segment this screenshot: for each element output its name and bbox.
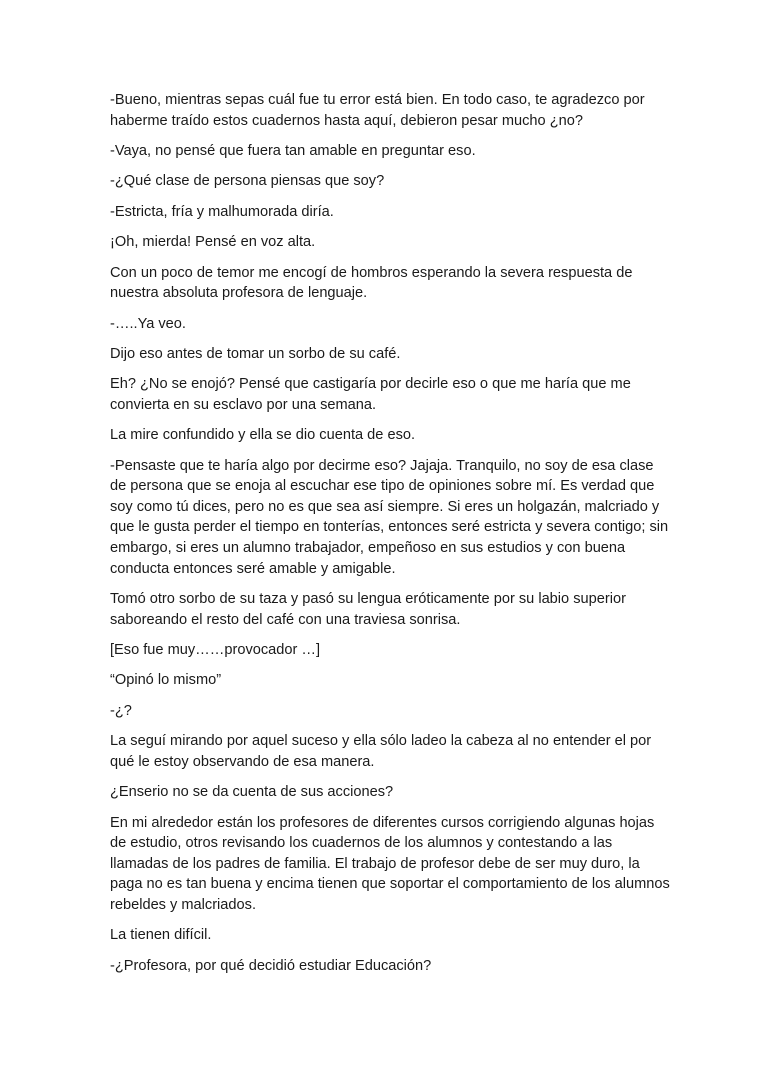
paragraph: ¿Enserio no se da cuenta de sus acciones? bbox=[110, 784, 394, 801]
paragraph: ¡Oh, mierda! Pensé en voz alta. bbox=[110, 234, 316, 251]
paragraph: -¿Qué clase de persona piensas que soy? bbox=[110, 173, 385, 190]
paragraph: En mi alrededor están los profesores de diferentes cursos corrigiendo algunas hojas de estudio, otros revisando los cuadernos de los alumnos y contestando a las llamadas de los padres de familia. El trabajo de profesor debe de ser muy duro, la paga no es tan buena y encima tienen que soportar el comportamiento de los alumnos rebeldes y malcriados. bbox=[110, 814, 670, 913]
paragraph: Dijo eso antes de tomar un sorbo de su café. bbox=[110, 345, 401, 362]
paragraph: [Eso fue muy……provocador …] bbox=[110, 642, 321, 659]
paragraph: Tomó otro sorbo de su taza y pasó su lengua eróticamente por su labio superior saboreando el resto del café con una traviesa sonrisa. bbox=[110, 591, 626, 628]
document-body bbox=[110, 90, 670, 986]
paragraph: -Estricta, fría y malhumorada diría. bbox=[110, 203, 334, 220]
paragraph: La tienen difícil. bbox=[110, 927, 212, 944]
paragraph: La mire confundido y ella se dio cuenta de eso. bbox=[110, 427, 416, 444]
paragraph: -Bueno, mientras sepas cuál fue tu error está bien. En todo caso, te agradezco por haberme traído estos cuadernos hasta aquí, debieron pesar mucho ¿no? bbox=[110, 92, 645, 129]
paragraph: “Opinó lo mismo” bbox=[110, 672, 222, 689]
paragraph: Eh? ¿No se enojó? Pensé que castigaría por decirle eso o que me haría que me convierta en su esclavo por una semana. bbox=[110, 376, 631, 413]
paragraph: La seguí mirando por aquel suceso y ella sólo ladeo la cabeza al no entender el por qué le estoy observando de esa manera. bbox=[110, 733, 652, 770]
paragraph: -Vaya, no pensé que fuera tan amable en preguntar eso. bbox=[110, 142, 476, 159]
paragraph: -Pensaste que te haría algo por decirme eso? Jajaja. Tranquilo, no soy de esa clase de persona que se enoja al escuchar ese tipo de opiniones sobre mí. Es verdad que soy como tú dices, pero no es que sea así siempre. Si eres un holgazán, malcriado y que le gusta perder el tiempo en tonterías, entonces seré estricta y severa contigo; sin embargo, si eres un alumno trabajador, empeñoso en sus estudios y con buena conducta entonces seré amable y amigable. bbox=[110, 457, 669, 577]
paragraph: Con un poco de temor me encogí de hombros esperando la severa respuesta de nuestra absoluta profesora de lenguaje. bbox=[110, 264, 633, 302]
paragraph: -¿Profesora, por qué decidió estudiar Educación? bbox=[110, 957, 432, 974]
paragraph: -¿? bbox=[110, 702, 132, 719]
paragraph: -…..Ya veo. bbox=[110, 315, 186, 332]
